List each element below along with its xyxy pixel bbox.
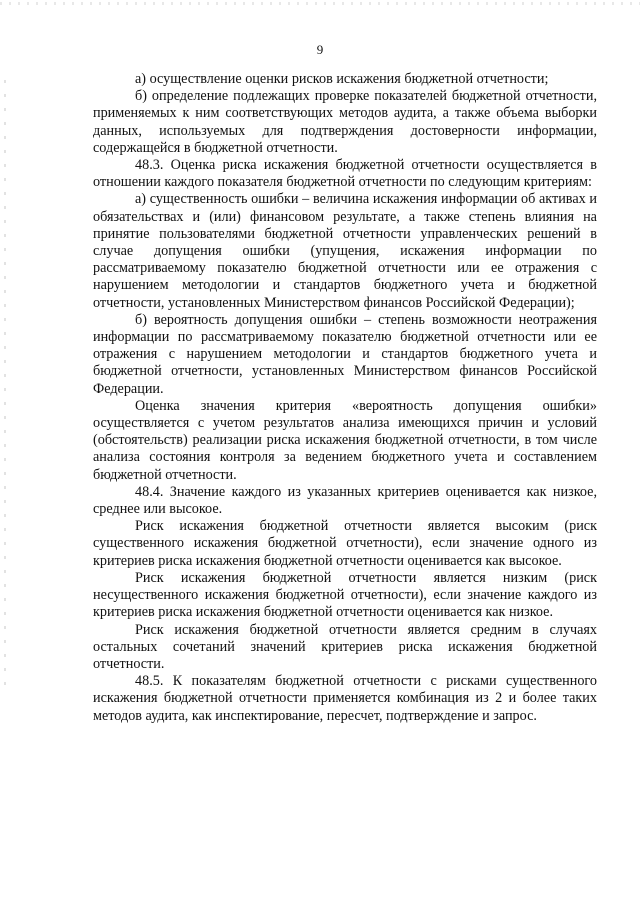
page-number: 9 bbox=[316, 42, 324, 57]
paragraph-7: 48.4. Значение каждого из указанных критериев оценивается как низкое, среднее или высокое. bbox=[93, 483, 597, 518]
paragraph-2: б) определение подлежащих проверке показателей бюджетной отчетности, применяемых к ним соответствующих методов аудита, а также объема выборки данных, используемых для подтверждения достоверности информации, содержащейся в бюджетной отчетности. bbox=[93, 88, 597, 156]
paragraph-6: Оценка значения критерия «вероятность допущения ошибки» осуществляется с учетом результатов анализа имеющихся причин и условий (обстоятельств) реализации риска искажения бюджетной отчетности, в том числе анализа состояния контроля за ведением бюджетного учета и составлением бюджетной отчетности. bbox=[93, 397, 597, 483]
document-body bbox=[93, 71, 597, 725]
paragraph-10: Риск искажения бюджетной отчетности является средним в случаях остальных сочетаний значений критериев риска искажения бюджетной отчетности. bbox=[93, 621, 597, 672]
paragraph-4: а) существенность ошибки – величина искажения информации об активах и обязательствах и (или) финансовом результате, а также степень влияния на принятие пользователями бюджетной отчетности управленческих решений в случае допущения ошибки (упущения, искажения информации по рассматриваемому показателю бюджетной отчетности или ее отражения с нарушением методологии и стандартов бюджетного учета и бюджетной отчетности, установленных Министерством финансов Российской Федерации); bbox=[93, 191, 597, 311]
paragraph-1: а) осуществление оценки рисков искажения бюджетной отчетности; bbox=[135, 71, 549, 87]
paragraph-5: б) вероятность допущения ошибки – степень возможности неотражения информации по рассматриваемому показателю бюджетной отчетности или ее отражения с нарушением методологии и стандартов бюджетного учета и бюджетной отчетности, установленных Министерством финансов Российской Федерации. bbox=[93, 311, 597, 397]
paragraph-9: Риск искажения бюджетной отчетности является низким (риск несущественного искажения бюджетной отчетности), если значение каждого из критериев риска искажения бюджетной отчетности оценивается как низкое. bbox=[93, 569, 597, 621]
paragraph-11: 48.5. К показателям бюджетной отчетности с рисками существенного искажения бюджетной отчетности применяется комбинация из 2 и более таких методов аудита, как инспектирование, пересчет, подтверждение и запрос. bbox=[93, 673, 597, 724]
paragraph-8: Риск искажения бюджетной отчетности является высоким (риск существенного искажения бюджетной отчетности), если значение одного из критериев риска искажения бюджетной отчетности оценивается как высокое. bbox=[93, 518, 597, 569]
scan-artifact-top bbox=[0, 2, 640, 5]
paragraph-3: 48.3. Оценка риска искажения бюджетной отчетности осуществляется в отношении каждого показателя бюджетной отчетности по следующим критериям: bbox=[93, 157, 597, 191]
scan-artifact-left bbox=[4, 80, 6, 690]
